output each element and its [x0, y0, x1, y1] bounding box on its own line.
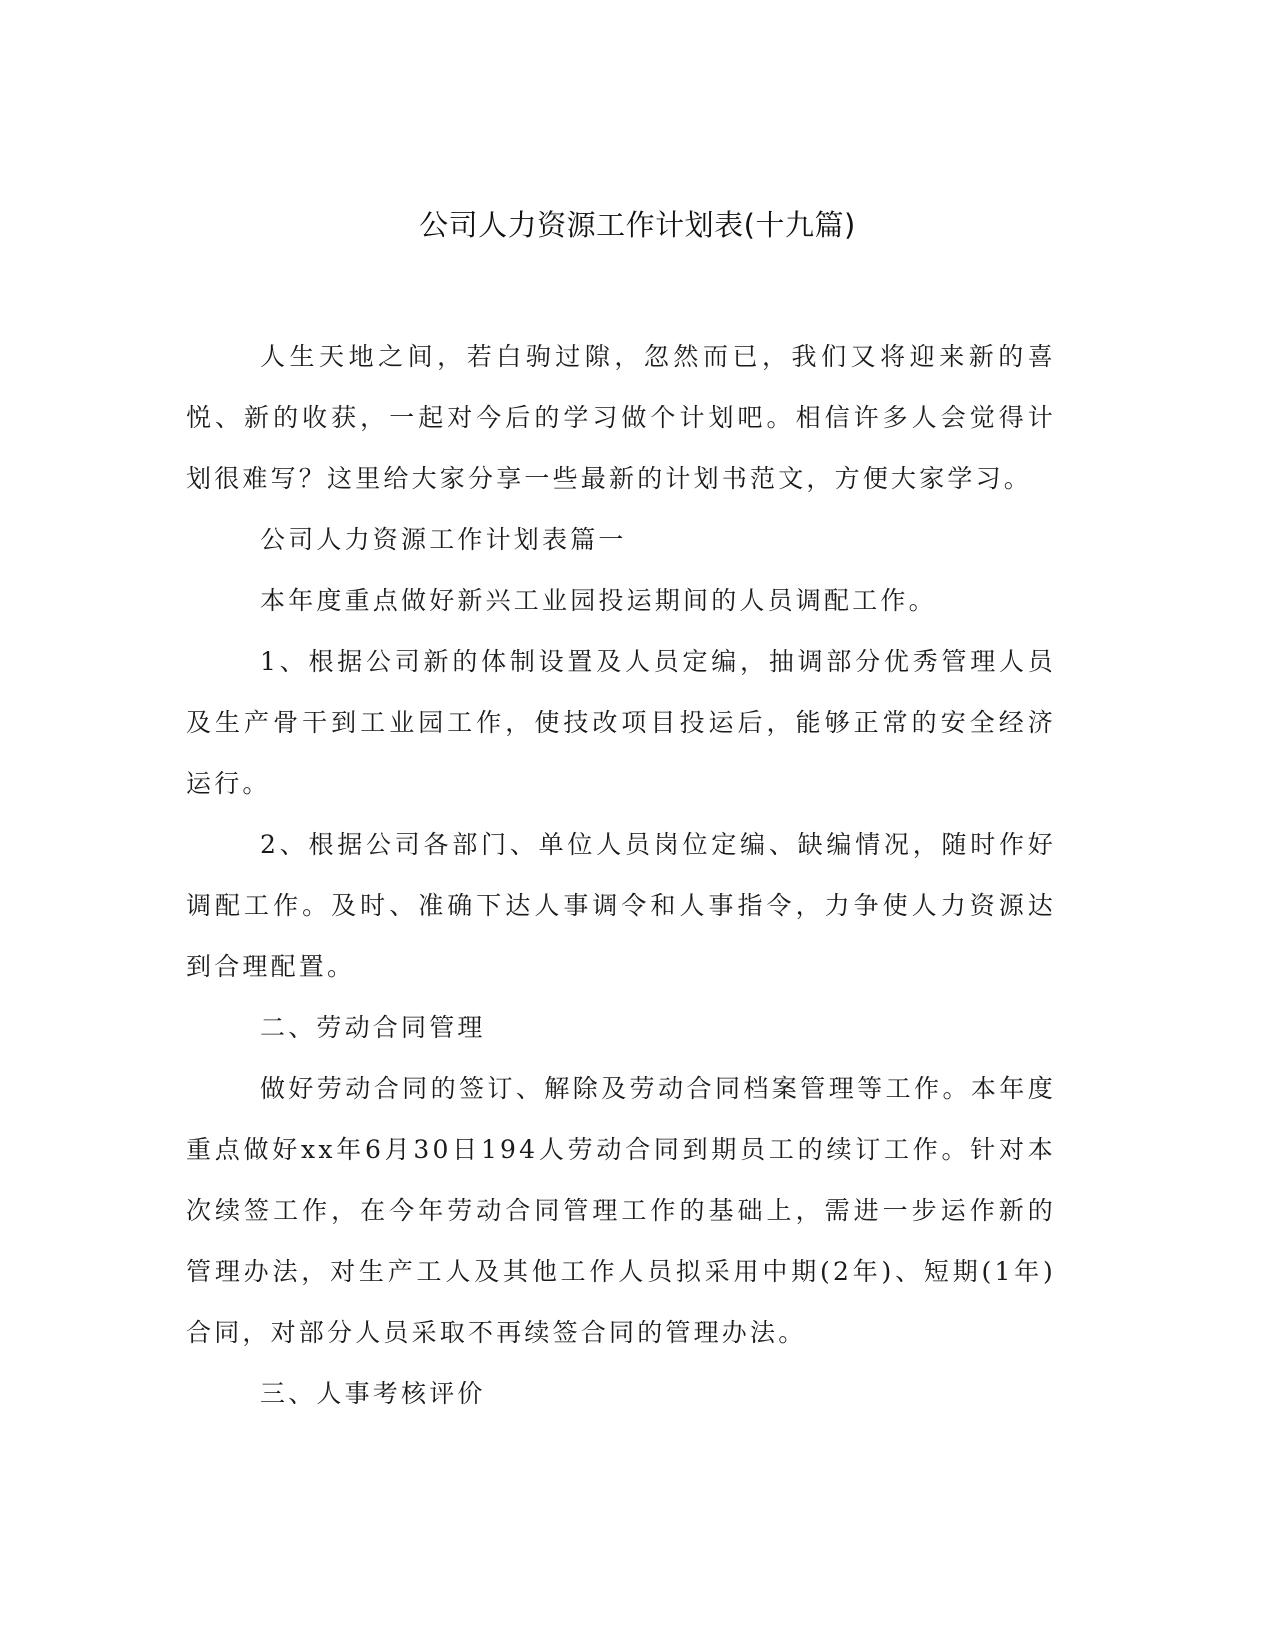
section-heading-part-one: 公司人力资源工作计划表篇一 — [260, 525, 627, 554]
document-title: 公司人力资源工作计划表(十九篇) — [419, 208, 856, 242]
paragraph-key-task: 本年度重点做好新兴工业园投运期间的人员调配工作。 — [260, 586, 937, 615]
paragraph-item-1: 1、根据公司新的体制设置及人员定编，抽调部分优秀管理人员及生产骨干到工业园工作，使技改项目投运后，能够正常的安全经济运行。 — [186, 647, 1056, 798]
paragraph-labor-contract: 做好劳动合同的签订、解除及劳动合同档案管理等工作。本年度重点做好xx年6月30日194人劳动合同到期员工的续订工作。针对本次续签工作，在今年劳动合同管理工作的基础上，需进一步运作新的管理办法，对生产工人及其他工作人员拟采用中期(2年)、短期(1年)合同，对部分人员采取不再续签合同的管理办法。 — [186, 1074, 1056, 1347]
paragraph-item-2: 2、根据公司各部门、单位人员岗位定编、缺编情况，随时作好调配工作。及时、准确下达人事调令和人事指令，力争使人力资源达到合理配置。 — [186, 830, 1056, 981]
document-body — [186, 326, 1056, 1424]
paragraph-intro: 人生天地之间，若白驹过隙，忽然而已，我们又将迎来新的喜悦、新的收获，一起对今后的学习做个计划吧。相信许多人会觉得计划很难写？这里给大家分享一些最新的计划书范文，方便大家学习。 — [186, 342, 1056, 493]
section-heading-labor-contract: 二、劳动合同管理 — [260, 1013, 486, 1042]
section-heading-personnel-evaluation: 三、人事考核评价 — [260, 1379, 486, 1408]
